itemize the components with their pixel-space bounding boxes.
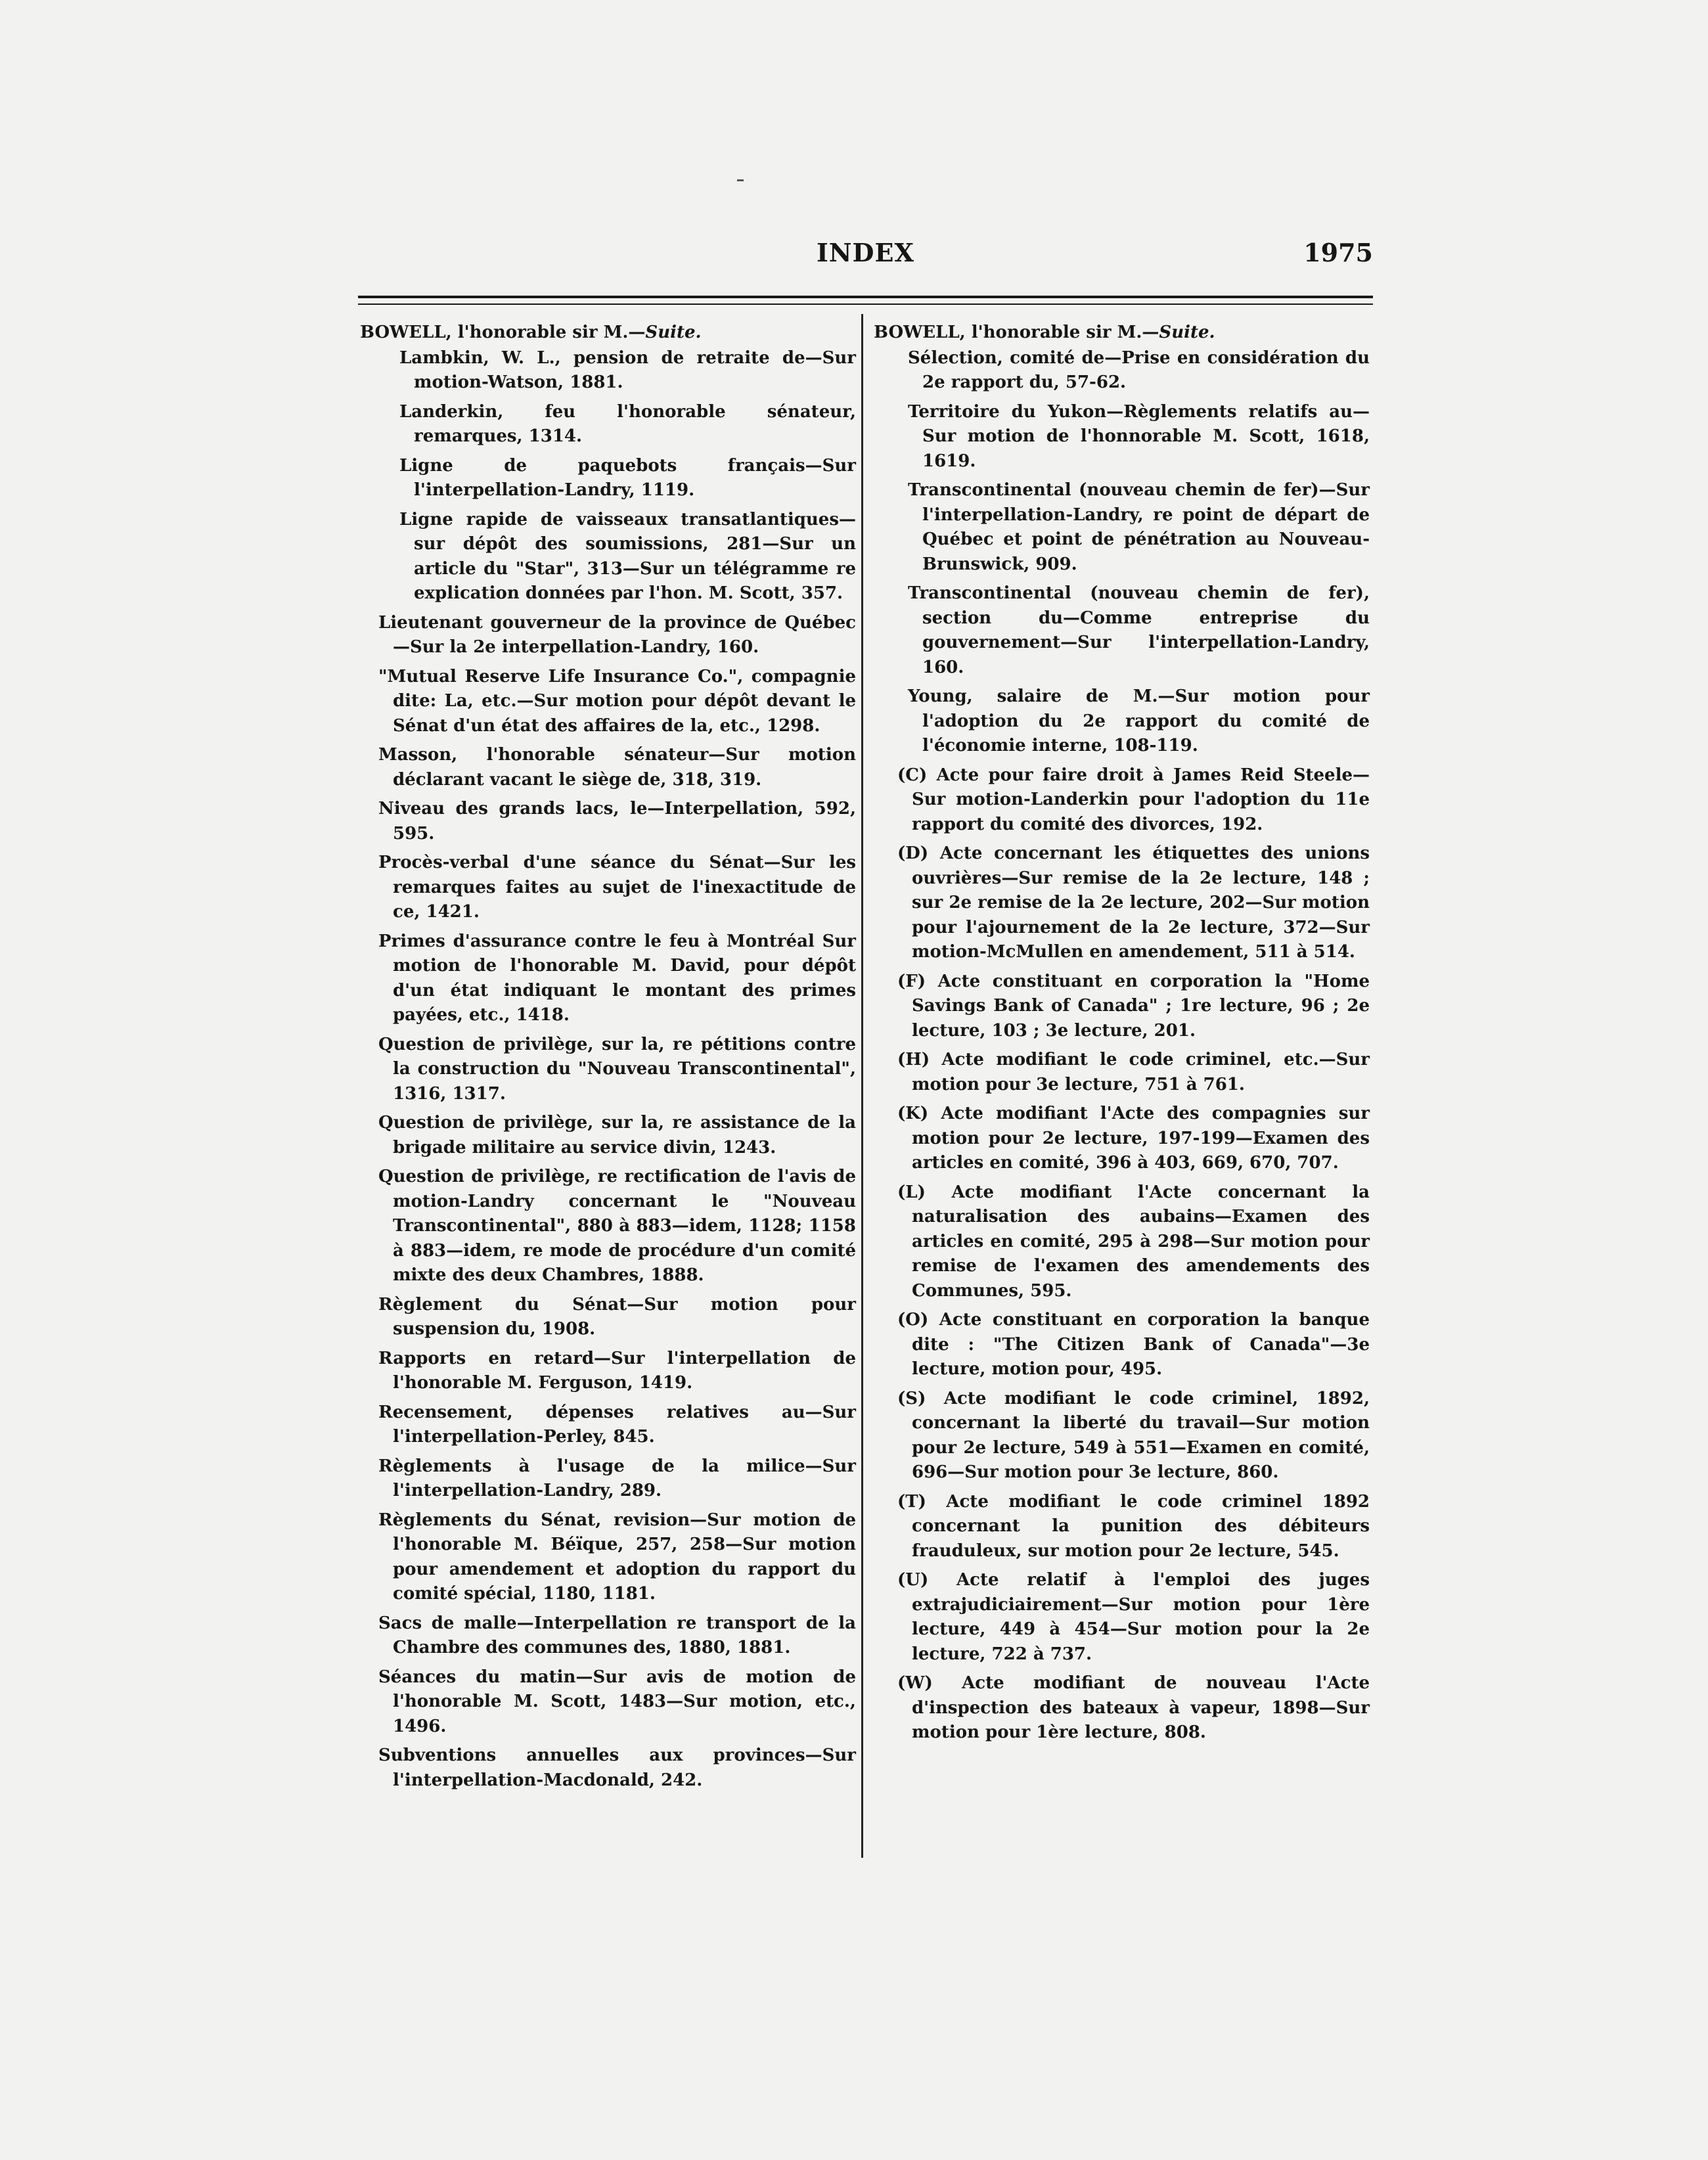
index-entry: (L) Acte modifiant l'Acte concernant la naturalisation des aubains—Examen des articles en comité, 295 à 298—Sur motion pour remise de l'examen des amendements des Communes, 595. (897, 1182, 1370, 1301)
header-rule-thin (358, 304, 1373, 305)
index-entry: Young, salaire de M.—Sur motion pour l'adoption du 2e rapport du comité de l'économie interne, 108-119. (908, 686, 1370, 755)
left-heading-suite: Suite. (645, 323, 702, 342)
index-entry: Question de privilège, re rectification de l'avis de motion-Landry concernant le "Nouveau Transcontinental", 880 à 883—idem, 1128; 1158 à 883—idem, re mode de procédure d'un comité mixte des deux Chambres, 1888. (378, 1167, 856, 1285)
index-entry: (H) Acte modifiant le code criminel, etc.—Sur motion pour 3e lecture, 751 à 761. (897, 1050, 1370, 1094)
column-divider (861, 314, 863, 1858)
header-rule-thick (358, 296, 1373, 298)
index-entry: Question de privilège, sur la, re pétitions contre la construction du "Nouveau Transcontinental", 1316, 1317. (378, 1034, 856, 1104)
index-entry: (W) Acte modifiant de nouveau l'Acte d'inspection des bateaux à vapeur, 1898—Sur motion pour 1ère lecture, 808. (897, 1673, 1370, 1742)
index-entry: Landerkin, feu l'honorable sénateur, remarques, 1314. (399, 401, 856, 446)
left-column (360, 321, 856, 1797)
index-entry: Territoire du Yukon—Règlements relatifs au—Sur motion de l'honnorable M. Scott, 1618, 1619. (908, 401, 1370, 471)
right-column-heading (874, 321, 1370, 346)
index-entry: Procès-verbal d'une séance du Sénat—Sur les remarques faites au sujet de l'inexactitude de ce, 1421. (378, 853, 856, 922)
index-entry: (F) Acte constituant en corporation la "Home Savings Bank of Canada" ; 1re lecture, 96 ; 2e lecture, 103 ; 3e lecture, 201. (897, 971, 1370, 1041)
left-column-heading (360, 321, 856, 346)
page-title: INDEX (817, 238, 914, 267)
running-head (358, 238, 1373, 284)
index-entry: (O) Acte constituant en corporation la banque dite : "The Citizen Bank of Canada"—3e lecture, motion pour, 495. (897, 1310, 1370, 1379)
index-entry: Règlements à l'usage de la milice—Sur l'interpellation-Landry, 289. (378, 1456, 856, 1500)
index-entry: (T) Acte modifiant le code criminel 1892 concernant la punition des débiteurs frauduleux, sur motion pour 2e lecture, 545. (897, 1491, 1370, 1561)
index-entry: Lieutenant gouverneur de la province de Québec—Sur la 2e interpellation-Landry, 160. (378, 612, 856, 657)
index-entry: (D) Acte concernant les étiquettes des unions ouvrières—Sur remise de la 2e lecture, 148 ; sur 2e remise de la 2e lecture, 202—Sur motion pour l'ajournement de la 2e lecture, 372—Sur motion-McMullen en amendement, 511 à 514. (897, 844, 1370, 962)
index-entry: (U) Acte relatif à l'emploi des juges extrajudiciairement—Sur motion pour 1ère lecture, 449 à 454—Sur motion pour la 2e lecture, 722 à 737. (897, 1570, 1370, 1664)
page-number: 1975 (1303, 238, 1373, 267)
index-entry: Ligne de paquebots français—Sur l'interpellation-Landry, 1119. (399, 455, 856, 500)
index-entry: Transcontinental (nouveau chemin de fer), section du—Comme entreprise du gouvernement—Sur l'interpellation-Landry, 160. (908, 583, 1370, 677)
index-entry: (C) Acte pour faire droit à James Reid Steele—Sur motion-Landerkin pour l'adoption du 11e rapport du comité des divorces, 192. (897, 765, 1370, 834)
index-entry: Subventions annuelles aux provinces—Sur l'interpellation-Macdonald, 242. (378, 1745, 856, 1790)
index-entry: Règlement du Sénat—Sur motion pour suspension du, 1908. (378, 1294, 856, 1339)
right-column (874, 321, 1370, 1750)
index-entry: Sélection, comité de—Prise en considération du 2e rapport du, 57-62. (908, 348, 1370, 392)
right-heading-name: BOWELL, l'honorable sir M.— (874, 323, 1159, 342)
left-heading-name: BOWELL, l'honorable sir M.— (360, 323, 646, 342)
index-entry: Lambkin, W. L., pension de retraite de—Sur motion-Watson, 1881. (399, 348, 856, 392)
index-entry: Masson, l'honorable sénateur—Sur motion déclarant vacant le siège de, 318, 319. (378, 745, 856, 790)
index-entry: Sacs de malle—Interpellation re transport de la Chambre des communes des, 1880, 1881. (378, 1613, 856, 1657)
index-entry: "Mutual Reserve Life Insurance Co.", compagnie dite: La, etc.—Sur motion pour dépôt devant le Sénat d'un état des affaires de la, etc., 1298. (378, 666, 856, 736)
scan-mark (737, 179, 744, 181)
index-entry: Rapports en retard—Sur l'interpellation de l'honorable M. Ferguson, 1419. (378, 1348, 856, 1393)
index-entry: Transcontinental (nouveau chemin de fer)—Sur l'interpellation-Landry, re point de départ de Québec et point de pénétration au Nouveau-Brunswick, 909. (908, 480, 1370, 574)
index-entry: Primes d'assurance contre le feu à Montréal Sur motion de l'honorable M. David, pour dépôt d'un état indiquant le montant des primes payées, etc., 1418. (378, 931, 856, 1025)
index-entry: (K) Acte modifiant l'Acte des compagnies sur motion pour 2e lecture, 197-199—Examen des articles en comité, 396 à 403, 669, 670, 707. (897, 1104, 1370, 1173)
index-entry: Séances du matin—Sur avis de motion de l'honorable M. Scott, 1483—Sur motion, etc., 1496. (378, 1667, 856, 1736)
index-entry: Ligne rapide de vaisseaux transatlantiques—sur dépôt des soumissions, 281—Sur un article du "Star", 313—Sur un télégramme re explication données par l'hon. M. Scott, 357. (399, 509, 856, 603)
right-heading-suite: Suite. (1159, 323, 1215, 342)
index-entry: Niveau des grands lacs, le—Interpellation, 592, 595. (378, 799, 856, 844)
index-entry: (S) Acte modifiant le code criminel, 1892, concernant la liberté du travail—Sur motion pour 2e lecture, 549 à 551—Examen en comité, 696—Sur motion pour 3e lecture, 860. (897, 1388, 1370, 1482)
index-entry: Question de privilège, sur la, re assistance de la brigade militaire au service divin, 1243. (378, 1113, 856, 1158)
index-entry: Recensement, dépenses relatives au—Sur l'interpellation-Perley, 845. (378, 1402, 856, 1447)
index-entry: Règlements du Sénat, revision—Sur motion de l'honorable M. Béïque, 257, 258—Sur motion pour amendement et adoption du rapport du comité spécial, 1180, 1181. (378, 1510, 856, 1604)
